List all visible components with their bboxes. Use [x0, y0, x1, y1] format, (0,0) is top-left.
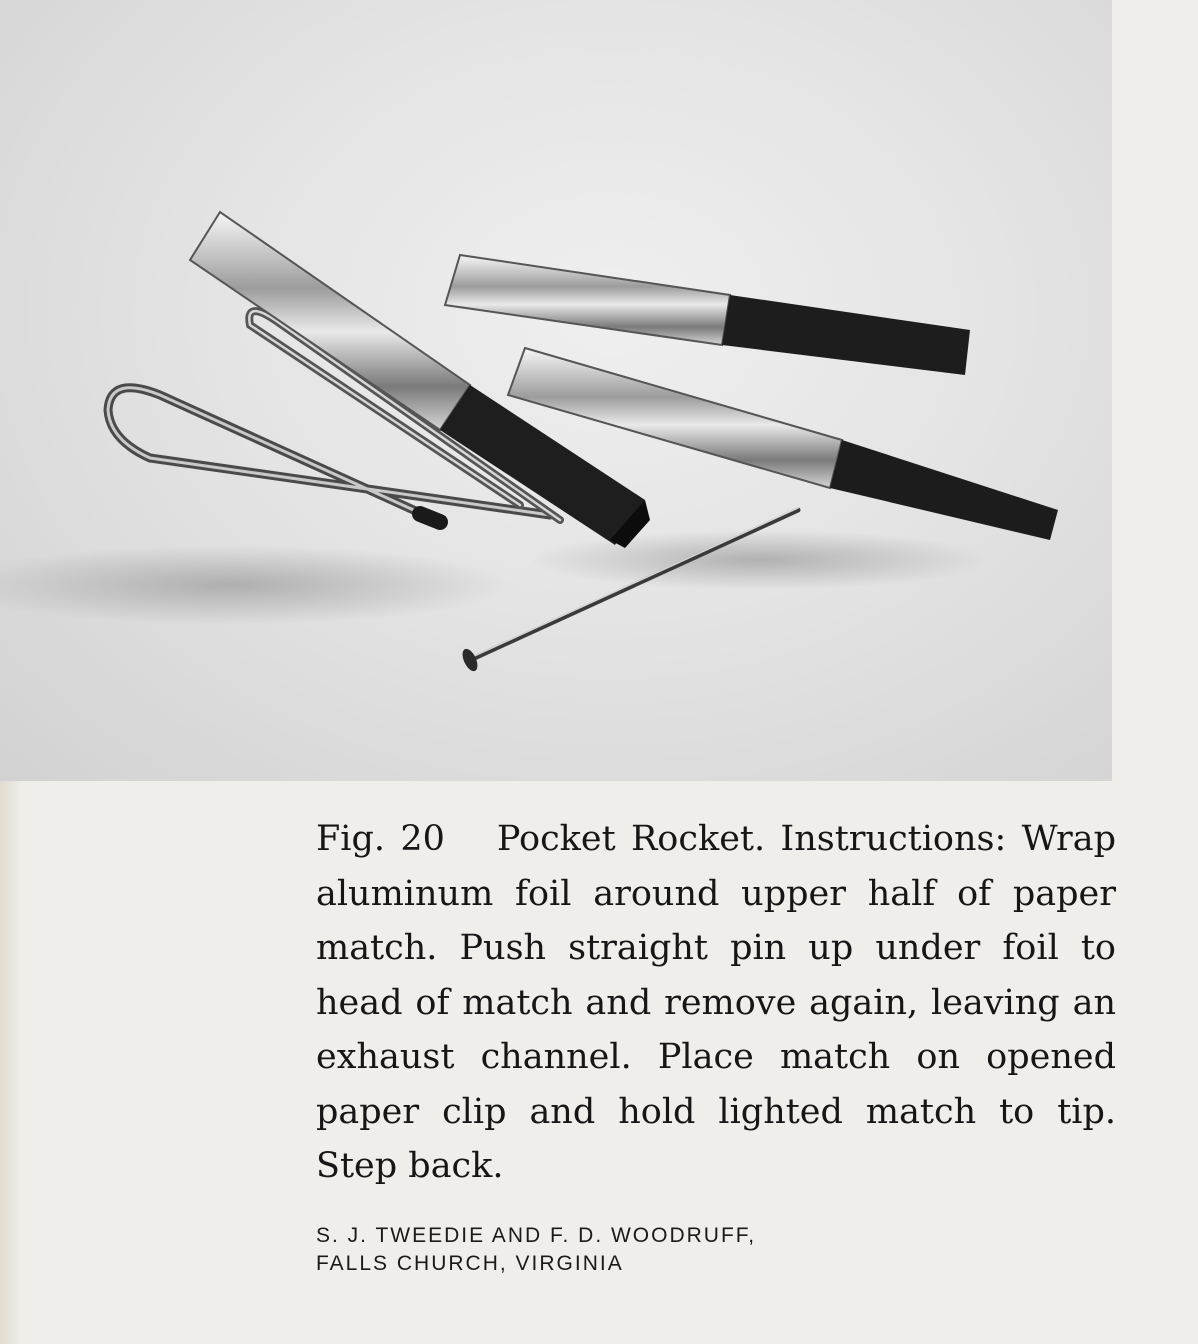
- shadow-left: [0, 545, 510, 625]
- figure-caption: [316, 812, 1116, 1194]
- shadow-right: [530, 530, 990, 590]
- credit-authors: S. J. TWEEDIE AND F. D. WOODRUFF,: [316, 1224, 757, 1247]
- caption-text: Pocket Rocket. Instructions: Wrap aluminum foil around upper half of paper match. Push straight pin up under foil to head of match and remove again, leaving an exhaust channel. Place match on opened paper clip and hold lighted match to tip. Step back.: [316, 819, 1117, 1186]
- figure-credit: [316, 1222, 756, 1278]
- figure-number: Fig. 20: [316, 819, 445, 859]
- credit-location: FALLS CHURCH, VIRGINIA: [316, 1252, 624, 1275]
- show-through-text: [1112, 0, 1198, 1344]
